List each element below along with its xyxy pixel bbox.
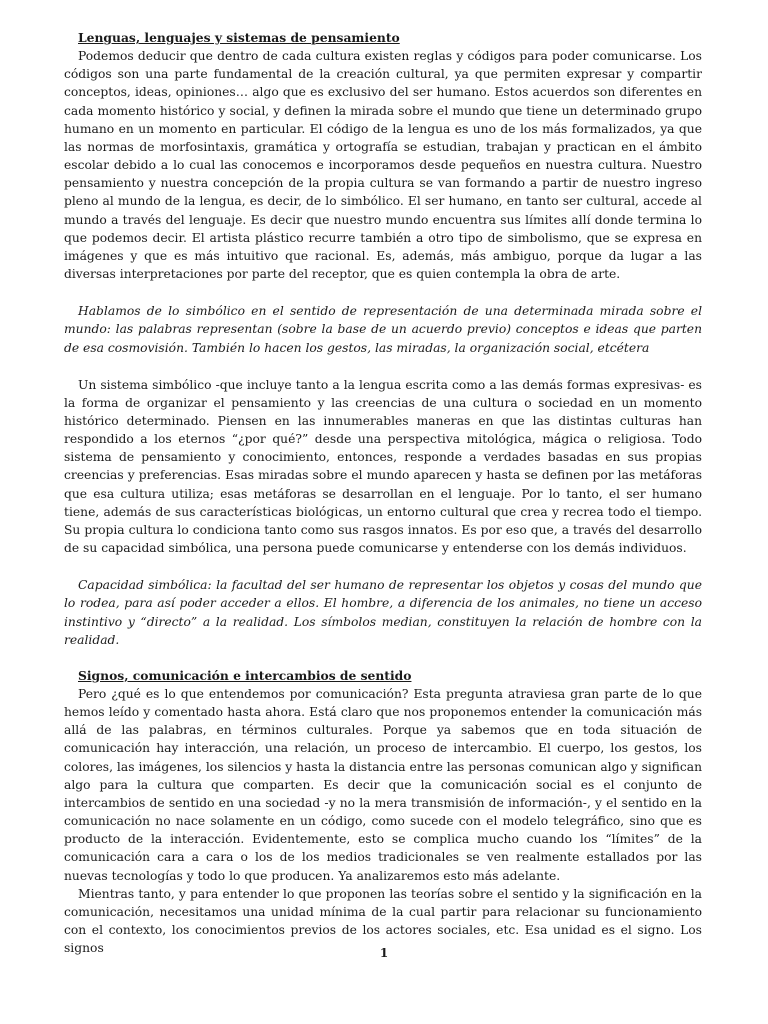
paragraph-spacer (64, 357, 702, 376)
paragraph-sistema-simbolico: Un sistema simbólico -que incluye tanto a la lengua escrita como a las demás formas expresivas- es la forma de organizar el pensamiento y las creencias de una cultura o sociedad en un momento histórico determinado. Piensen en las innumerables maneras en que las distintas culturas han respondido a los eternos “¿por qué?” desde una perspectiva mitológica, mágica o religiosa. Todo sistema de pensamiento y conocimiento, entonces, responde a verdades basadas en sus propias creencias y preferencias. Esas miradas sobre el mundo aparecen y hasta se definen por las metáforas que esa cultura utiliza; esas metáforas se desarrollan en el lenguaje. Por lo tanto, el ser humano tiene, además de sus características biológicas, un entorno cultural que crea y recrea todo el tiempo. Su propia cultura lo condiciona tanto como sus rasgos innatos. Es por eso que, a través del desarrollo de su capacidad simbólica, una persona puede comunicarse y entenderse con los demás individuos. (64, 377, 702, 556)
page-number: 1 (379, 946, 389, 960)
paragraph-signo: Mientras tanto, y para entender lo que proponen las teorías sobre el sentido y la significación en la comunicación, necesitamos una unidad mínima de la cual partir para relacionar su funcionamiento con el contexto, los conocimientos previos de los actores sociales, etc. Esa unidad es el signo. Los signos (64, 886, 702, 956)
paragraph-spacer (64, 283, 702, 302)
paragraph-spacer (64, 649, 702, 667)
paragraph-codigos: Podemos deducir que dentro de cada cultura existen reglas y códigos para poder comunicarse. Los códigos son una parte fundamental de la creación cultural, ya que permiten expresar y compartir conceptos, ideas, opiniones… algo que es exclusivo del ser humano. Estos acuerdos son diferentes en cada momento histórico y social, y definen la mirada sobre el mundo que tiene un determinado grupo humano en un momento en particular. El código de la lengua es uno de los más formalizados, ya que las normas de morfosintaxis, gramática y ortografía se estudian, trabajan y practican en el ámbito escolar debido a lo cual las conocemos e incorporamos desde pequeños en nuestra cultura. Nuestro pensamiento y nuestra concepción de la propia cultura se van formando a partir de nuestro ingreso pleno al mundo de la lengua, es decir, de lo simbólico. El ser humano, en tanto ser cultural, accede al mundo a través del lenguaje. Es decir que nuestro mundo encuentra sus límites allí donde termina lo que podemos decir. El artista plástico recurre también a otro tipo de simbolismo, que se expresa en imágenes y que es más intuitivo que racional. Es, además, más ambiguo, porque da lugar a las diversas interpretaciones por parte del receptor, que es quien contempla la obra de arte. (64, 49, 702, 282)
paragraph-capacidad-simbolica-italic: Capacidad simbólica: la facultad del ser humano de representar los objetos y cosas del mundo que lo rodea, para así poder acceder a ellos. El hombre, a diferencia de los animales, no tiene un acceso instintivo y “directo” a la realidad. Los símbolos median, constituyen la relación de hombre con la realidad. (64, 578, 702, 647)
paragraph-comunicacion: Pero ¿qué es lo que entendemos por comunicación? Esta pregunta atraviesa gran parte de lo que hemos leído y comentado hasta ahora. Está claro que nos proponemos entender la comunicación más allá de las palabras, en términos culturales. Porque ya sabemos que en toda situación de comunicación hay interacción, una relación, un proceso de intercambio. El cuerpo, los gestos, los colores, las imágenes, los silencios y hasta la distancia entre las personas comunican algo y significan algo para la cultura que comparten. Es decir que la comunicación social es el conjunto de intercambios de sentido en una sociedad -y no la mera transmisión de información-, y el sentido en la comunicación no nace solamente en un código, como sucede con el modelo telegráfico, sino que es producto de la interacción. Evidentemente, esto se complica mucho cuando los “límites” de la comunicación cara a cara o los de los medios tradicionales se ven realmente estallados por las nuevas tecnologías y todo lo que producen. Ya analizaremos esto más adelante. (64, 687, 702, 883)
paragraph-spacer (64, 557, 702, 576)
paragraph-simbolico-italic: Hablamos de lo simbólico en el sentido de representación de una determinada mirada sobre el mundo: las palabras representan (sobre la base de un acuerdo previo) conceptos e ideas que parten de esa cosmovisión. También lo hacen los gestos, las miradas, la organización social, etcétera (64, 304, 702, 355)
page-content (64, 29, 702, 957)
section-heading-lenguas: Lenguas, lenguajes y sistemas de pensamiento (78, 30, 400, 45)
section-heading-signos: Signos, comunicación e intercambios de sentido (78, 667, 412, 683)
